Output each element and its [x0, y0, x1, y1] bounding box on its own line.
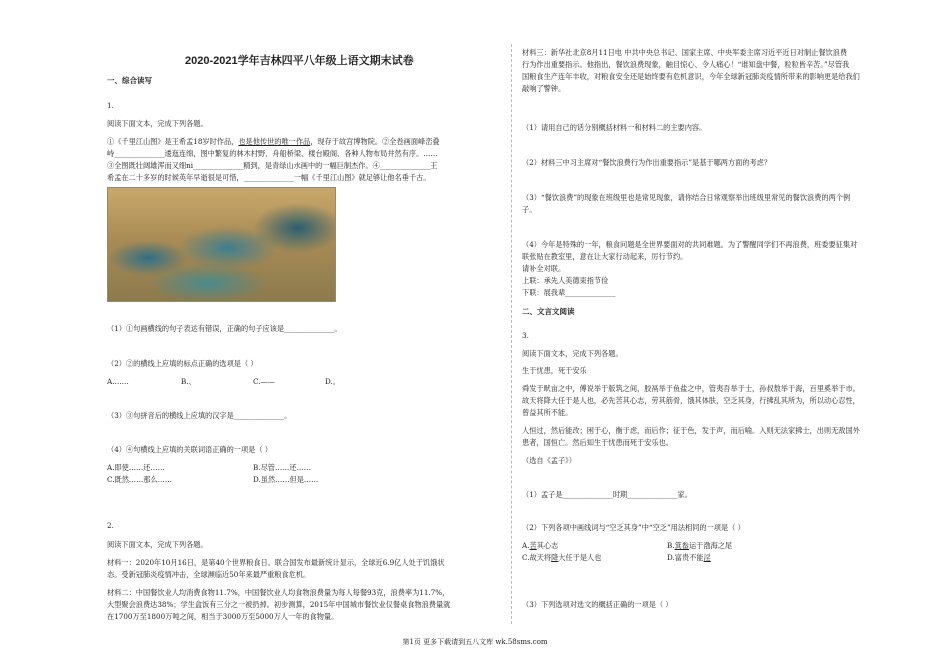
option-c: C.故天将降大任于是人也 [522, 553, 602, 562]
right-subquestion-3-line-1: （3）“餐饮浪费”的现象在班级里也是常见现象，请你结合日常观察举出班级里常见的餐饮浪费的两个例 [522, 193, 851, 202]
material-2-line-3: 在1700万至1800万吨之间，相当于3000万至5000万人一年的食物量。 [107, 612, 339, 621]
classical-subquestion-2: （2）下列各项中画线词与“空乏其身”中“空乏”用法相同的一项是（ ） [522, 523, 745, 532]
right-subquestion-2: （2）材料三中习主席对“餐饮浪费行为作出重要指示”是基于哪两方面的考虑？ [522, 158, 772, 167]
option-d: D.虽然……但是…… [253, 475, 319, 484]
essay-line-5: 患者，国恒亡。然后知生于忧患而死于安乐也。 [522, 438, 673, 447]
essay-source: （选自《孟子》） [522, 456, 576, 465]
material-3-line-3: 国粮食生产连年丰收，对粮食安全还是始终要有危机意识，今年全球新冠肺炎疫情所带来的影响更是给我们 [522, 72, 860, 81]
passage-line-4: 希孟在二十多岁的时候英年早逝很是可惜，______________一幅《千里江山图》就足够让他名垂千古。 [107, 173, 431, 182]
couplet-upper: 上联：承先人美德束指节俭 [522, 276, 609, 285]
subquestion-2: （2）②的横线上应填的标点正确的选项是（ ） [107, 359, 258, 368]
landscape-painting-image [107, 187, 336, 302]
material-3-line-1: 材料三：新华社北京8月11日电 中共中央总书记、国家主席、中央军委主席习近平近日对制止餐饮浪费 [522, 48, 848, 57]
question-intro-1: 阅读下面文本，完成下列各题。 [107, 119, 208, 128]
right-subquestion-4-line-2: 联张贴在教室里，意在让大家行动起来，厉行节约。 [522, 252, 688, 261]
subquestion-4: （4）④句横线上应填的关联词语正确的一项是（ ） [107, 445, 272, 454]
couplet-lower: 下联：展我辈______________ [522, 288, 616, 297]
material-1-line-1: 材料一：2020年10月16日，是第40个世界粮食日。联合国发布最新统计显示，全球近6.9亿人处于饥饿状 [107, 558, 445, 567]
classical-subquestion-3: （3）下列选项对选文的概括正确的一项是（ ） [522, 600, 673, 609]
question-number-2: 2. [107, 521, 114, 530]
right-subquestion-4-line-1: （4）今年是特殊的一年，粮食问题是全世界要面对的共同难题。为了警醒同学们不再浪费，班委要征集对 [522, 240, 858, 249]
section-heading-2: 二、文言文阅读 [522, 307, 575, 316]
question-intro-3: 阅读下面文本，完成下列各题。 [522, 349, 623, 358]
passage-line-3: ③全图既壮阔雄浑而又细ni______________精到，是青绿山水画中的一幅巨制杰作。④______________王 [107, 161, 438, 170]
essay-line-4: 人恒过，然后能改；困于心，衡于虑，而后作；征于色，发于声，而后喻。入则无法家拂士，出则无敌国外 [522, 426, 860, 435]
column-divider [511, 44, 512, 624]
underlined-sentence: 也是他传世的唯一作品 [238, 137, 311, 146]
passage-line-2: 峙______________逶迤连绵，图中繁复的林木村野、舟船桥梁、楼台殿阁、各种人物布局井然有序。…… [107, 149, 438, 158]
subquestion-1: （1）①句画横线的句子表达有错误，正确的句子应该是______________。 [107, 324, 342, 333]
option-a: A.…… [107, 377, 129, 386]
classical-subquestion-1: （1）孟子是______________时期______________家。 [522, 490, 692, 499]
subquestion-3: （3）③句拼音后的横线上应填的汉字是______________。 [107, 411, 292, 420]
question-number-1: 1. [107, 101, 114, 110]
page-footer: 第1页 更多下载请到五八文库 wk.58sms.com [402, 638, 548, 646]
option-a: A.苦其心志 [522, 541, 559, 550]
right-subquestion-1: （1）请用自己的话分别概括材料一和材料二的主要内容。 [522, 123, 707, 132]
passage-line-1: ①《千里江山图》是王希孟18岁时作品，也是他传世的唯一作品，现存于故宫博物院。②全卷画面峰峦叠 [107, 137, 440, 146]
option-b: B.尽管……还…… [253, 463, 311, 472]
essay-line-2: 故天将降大任于是人也，必先苦其心志，劳其筋骨，饿其体肤，空乏其身，行拂乱其所为，所以动心忍性， [522, 396, 860, 405]
option-c: C.—— [253, 377, 275, 386]
page-title: 2020-2021学年吉林四平八年级上语文期末试卷 [185, 55, 414, 67]
essay-title: 生于忧患，死于安乐 [522, 366, 587, 375]
option-b: B.、 [181, 377, 196, 386]
option-b: B.箕畚运于渤海之尾 [667, 541, 733, 550]
material-2-line-1: 材料二：中国餐饮业人均消费食物11.7%，中国餐饮业人均食物浪费量为每人每餐93克，浪费率为11.7%， [107, 588, 450, 597]
material-1-line-2: 态。受新冠肺炎疫情冲击，全球濒临近50年来最严重粮食危机。 [107, 570, 311, 579]
question-intro-2: 阅读下面文本，完成下列各题。 [107, 540, 208, 549]
right-subquestion-3-line-2: 子。 [522, 205, 537, 214]
option-a: A.即使……还…… [107, 463, 165, 472]
material-3-line-2: 行为作出重要指示。他指出，餐饮浪费现象，触目惊心、令人痛心！“谁知盘中餐，粒粒皆辛苦。”尽管我 [522, 60, 850, 69]
material-2-line-2: 大型聚会浪费达38%；学生盒饭有三分之一被扔掉。初步测算，2015年中国城市餐饮业仅餐桌食物浪费量就 [107, 600, 451, 609]
question-number-3: 3. [522, 331, 529, 340]
option-c: C.既然……那么…… [107, 475, 173, 484]
option-d: D.富贵不能淫 [667, 553, 711, 562]
essay-line-3: 曾益其所不能。 [522, 408, 573, 417]
section-heading-1: 一、综合读写 [107, 76, 152, 85]
right-subquestion-4-line-3: 请补全对联。 [522, 264, 566, 273]
option-d: D.。 [325, 377, 340, 386]
essay-line-1: 舜发于畎亩之中，傅说举于版筑之间，胶鬲举于鱼盐之中，管夷吾举于士，孙叔敖举于海，百里奚举于市。 [522, 384, 860, 393]
material-3-line-4: 敲响了警钟。 [522, 84, 566, 93]
